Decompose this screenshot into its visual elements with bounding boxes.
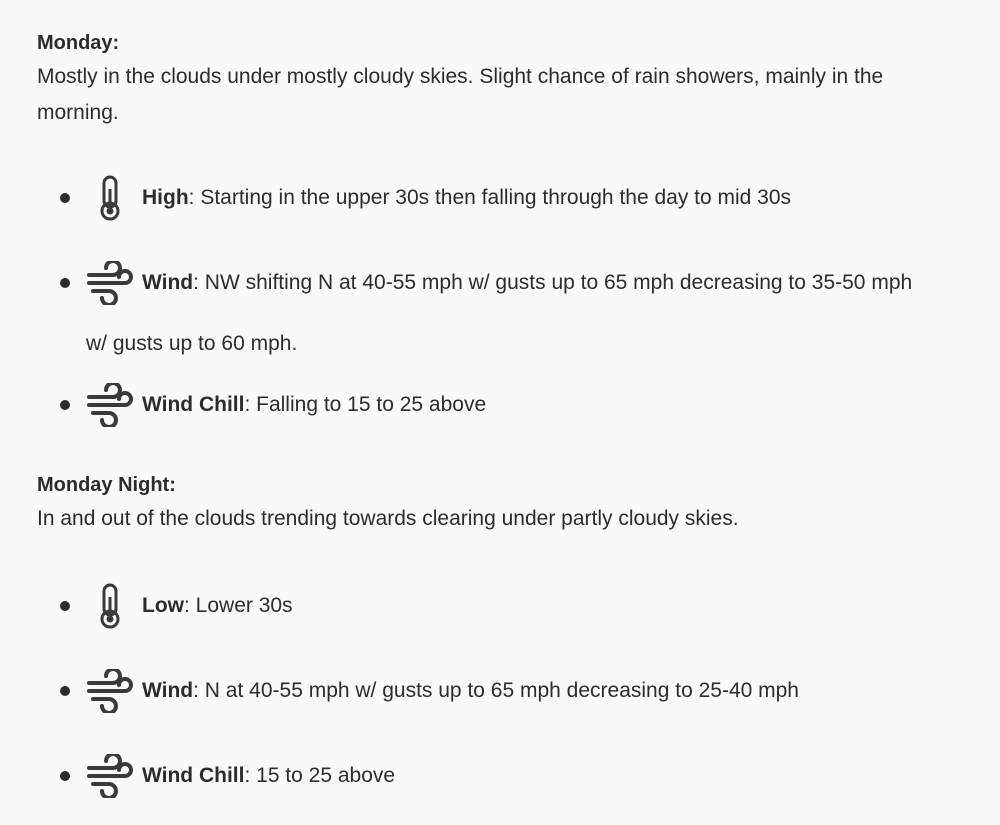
item-label: Wind Chill [142,393,245,416]
wind-icon [82,666,138,716]
item-value: : N at 40-55 mph w/ gusts up to 65 mph decreasing to 25-40 mph [193,679,799,702]
list-item-low [56,576,966,636]
description-line: Mostly in the clouds under mostly cloudy skies. Slight chance of rain showers, mainly in the [37,65,884,88]
wind-icon [82,380,138,430]
monday-section [37,27,967,131]
description-line: morning. [37,101,119,124]
item-text [142,168,972,228]
list-item-high [56,168,966,228]
item-label: Wind [142,679,194,702]
item-value: : NW shifting N at 40-55 mph w/ gusts up to 65 mph decreasing to 35-50 mph [193,271,913,294]
day-description: In and out of the clouds trending towards clearing under partly cloudy skies. [37,507,739,530]
monday-night-section [37,469,967,537]
wind-icon [82,751,138,801]
item-label: Wind Chill [142,764,245,787]
item-text [142,661,972,721]
day-title: Monday: [37,32,120,54]
list-item-wind [56,661,966,721]
bullet-icon [60,278,70,288]
item-value: : Falling to 15 to 25 above [244,393,487,416]
item-label: Low [142,594,184,617]
item-label: High [142,186,189,209]
item-text [142,375,972,435]
item-value: : Lower 30s [184,594,293,617]
thermometer-icon [82,173,138,223]
thermometer-icon [82,581,138,631]
item-text [142,253,972,313]
day-description [37,59,967,131]
bullet-icon [60,400,70,410]
wind-icon [82,258,138,308]
list-item-wind-chill [56,375,966,435]
item-value: : 15 to 25 above [244,764,396,787]
item-text [142,746,972,806]
item-text [142,576,972,636]
bullet-icon [60,193,70,203]
item-label: Wind [142,271,194,294]
list-item-wind [56,253,966,363]
day-title: Monday Night: [37,474,176,496]
list-item-wind-chill [56,746,966,806]
item-text-continued: w/ gusts up to 60 mph. [86,332,298,355]
bullet-icon [60,601,70,611]
bullet-icon [60,771,70,781]
bullet-icon [60,686,70,696]
item-value: : Starting in the upper 30s then falling through the day to mid 30s [188,186,792,209]
